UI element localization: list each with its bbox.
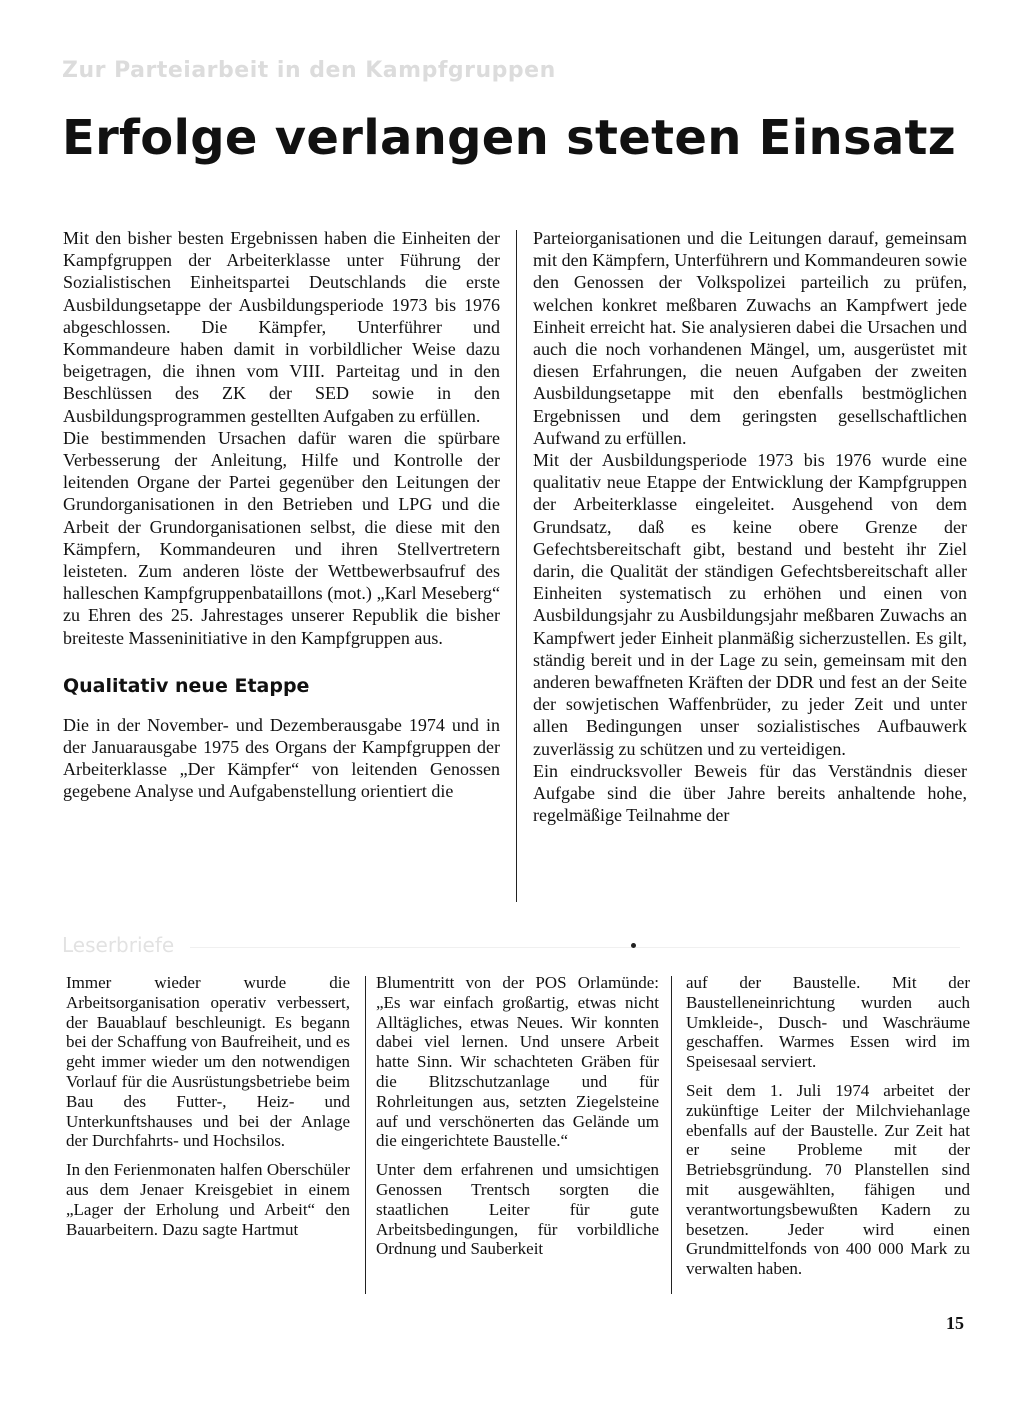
- paragraph: Seit dem 1. Juli 1974 arbeitet der zukünftige Leiter der Milchviehanlage ebenfalls auf der Baustelle. Zur Zeit hat er seine Probleme mit der Betriebsgründung. 70 Planstellen sind mit ausgewählten, fähigen und verantwortungsbewußten Kadern zu besetzen. Jeder wird einen Grundmittelfonds von 400 000 Mark zu verwalten haben.: [686, 1080, 970, 1279]
- column-divider: [671, 976, 672, 1294]
- paragraph: Ein eindrucksvoller Beweis für das Verständnis dieser Aufgabe sind die über Jahre bereits anhaltende hohe, regelmäßige Teilnahme der: [533, 760, 967, 826]
- subheading: Qualitativ neue Etappe: [63, 674, 310, 697]
- article-column-right: [533, 227, 967, 826]
- paragraph: Parteiorganisationen und die Leitungen darauf, gemeinsam mit den Kämpfern, Unterführern und Kommandeuren sowie den Genossen der Volkspolizei parteilich zu prüfen, welchen konkret meßbaren Zuwachs an Kampfwert jede Einheit erreicht hat. Sie analysieren dabei die Ursachen und auch die noch vorhandenen Mängel, um, ausgerüstet mit diesen Erfahrungen, die neuen Aufgaben der zweiten Ausbildungsetappe mit den ebenfalls bestmöglichen Ergebnissen und dem geringsten gesellschaftlichen Aufwand zu erfüllen.: [533, 228, 967, 448]
- paragraph: Immer wieder wurde die Arbeitsorganisation operativ verbessert, der Bauablauf beschleunigt. Es begann bei der Schaffung von Baufreiheit, und es geht immer wieder um den notwendigen Vorlauf für die Ausrüstungsbetriebe beim Bau des Futter-, Heiz- und Unterkunftshauses und bei der Anlage der Durchfahrts- und Hochsilos.: [66, 973, 350, 1151]
- letters-column-1: [66, 973, 350, 1248]
- kicker: Zur Parteiarbeit in den Kampfgruppen: [62, 58, 556, 83]
- paragraph: In den Ferienmonaten halfen Oberschüler aus dem Jenaer Kreisgebiet in einem „Lager der Erholung und Arbeit“ den Bauarbeitern. Dazu sagte Hartmut: [66, 1160, 350, 1239]
- paragraph: Blumentritt von der POS Orlamünde: „Es war einfach großartig, etwas nicht Alltägliches, etwas Neues. Wir konnten dabei viel lernen. Und unsere Arbeit hatte Sinn. Wir schachteten Gräben für die Blitzschutzanlage und für Rohrleitungen aus, setzten Ziegelsteine auf und verschönerten das Gelände um die eingerichtete Baustelle.“: [376, 973, 659, 1151]
- headline: Erfolge verlangen steten Einsatz: [62, 110, 957, 166]
- paragraph: Die bestimmenden Ursachen dafür waren die spürbare Verbesserung der Anleitung, Hilfe und Kontrolle der leitenden Organe der Partei gegenüber den Leitungen der Grundorganisationen in den Betrieben und LPG und die Arbeit der Grundorganisationen selbst, die diese mit den Kämpfern, Kommandeuren und ihren Stellvertretern leisteten. Zum anderen löste der Wettbewerbsaufruf des halleschen Kampfgruppenbataillons (mot.) „Karl Meseberg“ zu Ehren des 25. Jahrestages unserer Republik die bisher breiteste Masseninitiative in den Kampfgruppen aus.: [63, 427, 500, 648]
- paragraph: Unter dem erfahrenen und umsichtigen Genossen Trentsch sorgten die staatlichen Leiter für gute Arbeitsbedingungen, für vorbildliche Ordnung und Sauberkeit: [376, 1160, 659, 1259]
- column-divider: [516, 230, 517, 902]
- letters-column-2: [376, 973, 659, 1268]
- paragraph: Mit der Ausbildungsperiode 1973 bis 1976 wurde eine qualitativ neue Etappe der Entwicklung der Kampfgruppen der Arbeiterklasse eingeleitet. Ausgehend von dem Grundsatz, daß es keine obere Grenze der Gefechtsbereitschaft gibt, bestand und besteht ihr Ziel darin, die Qualität der ständigen Gefechtsbereitschaft aller Einheiten systematisch zu erhöhen und einen von Ausbildungsjahr zu Ausbildungsjahr meßbaren Zuwachs an Kampfwert jeder Einheit planmäßig sicherzustellen. Es gilt, ständig bereit und in der Lage zu sein, gemeinsam mit den anderen bewaffneten Kräften der DDR und fest an der Seite der sowjetischen Waffenbrüder, zu jeder Zeit und unter allen Bedingungen unser sozialistisches Aufbauwerk zuverlässig zu schützen und zu verteidigen.: [533, 450, 967, 759]
- paragraph: Mit den bisher besten Ergebnissen haben die Einheiten der Kampfgruppen der Arbeiterklasse unter Führung der Sozialistischen Einheitspartei Deutschlands die erste Ausbildungsetappe der Ausbildungsperiode 1973 bis 1976 abgeschlossen. Die Kämpfer, Unterführer und Kommandeure haben damit in vorbildlicher Weise dazu beigetragen, die ihnen vom VIII. Parteitag und in den Beschlüssen des ZK der SED sowie in den Ausbildungsprogrammen gestellten Aufgaben zu erfüllen.: [63, 228, 500, 426]
- section-divider: [190, 947, 960, 948]
- paragraph: auf der Baustelle. Mit der Baustelleneinrichtung wurden auch Umkleide-, Dusch- und Waschräume geschaffen. Warmes Essen wird im Speisesaal serviert.: [686, 973, 970, 1072]
- paragraph: Die in der November- und Dezemberausgabe 1974 und in der Januarausgabe 1975 des Organs der Kampfgruppen der Arbeiterklasse „Der Kämpfer“ von leitenden Genossen gegebene Analyse und Aufgabenstellung orientiert die: [63, 714, 500, 802]
- column-divider: [365, 976, 366, 1294]
- section-label: Leserbriefe: [62, 933, 175, 957]
- letters-column-3: [686, 973, 970, 1288]
- article-column-left: [63, 227, 500, 803]
- page-number: 15: [946, 1313, 964, 1333]
- bullet-dot: [631, 943, 636, 948]
